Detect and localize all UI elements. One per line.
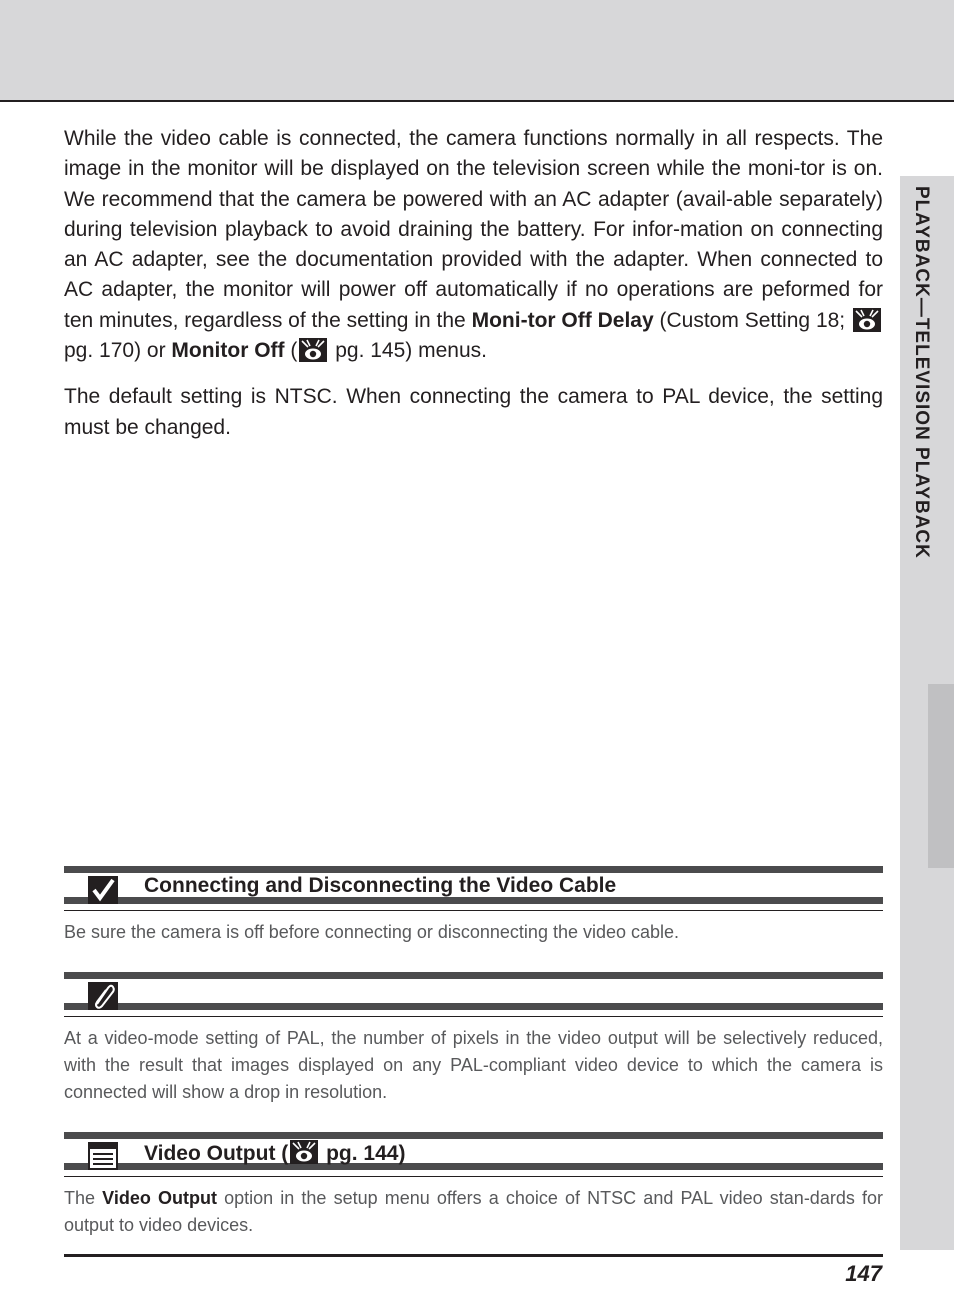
page-reference-icon	[299, 338, 327, 362]
caution-box-text: Be sure the camera is off before connecting or disconnecting the video cable.	[64, 922, 680, 942]
caution-box-title: Connecting and Disconnecting the Video Cable	[144, 874, 617, 897]
note-box-text: At a video-mode setting of PAL, the number of pixels in the video output will be selectively reduced, with the result that images displayed on any PAL-compliant video device to which the camera is connected will show a drop in resolution.	[64, 1028, 883, 1102]
paragraph-2: The default setting is NTSC. When connecting the camera to PAL device, the setting must be changed.	[64, 385, 883, 439]
divider	[64, 910, 883, 911]
divider	[64, 1176, 883, 1177]
page-reference-icon	[290, 1140, 318, 1164]
checkmark-icon	[88, 876, 118, 904]
menu-box	[64, 1132, 883, 1239]
monitor-off-label: Monitor Off	[171, 339, 285, 363]
menu-box-header	[64, 1132, 883, 1170]
caution-box-header	[64, 866, 883, 904]
main-text	[64, 124, 883, 443]
page-reference-icon	[853, 308, 881, 332]
note-box-header	[64, 972, 883, 1010]
divider	[64, 1016, 883, 1017]
paperclip-icon	[88, 982, 118, 1010]
footer-rule	[64, 1254, 883, 1257]
section-tab-label: PLAYBACK—TELEVISION PLAYBACK	[911, 186, 932, 559]
caution-box	[64, 866, 883, 946]
paragraph-1: While the video cable is connected, the camera functions normally in all respects. The image in the monitor will be displayed on the television screen while the moni-tor is on. We recommend that the camera be powered with an AC adapter (avail-able separately) during television playback to avoid draining the battery. For infor-mation on connecting an AC adapter, see the documentation provided with the adapter. When connected to AC adapter, the monitor will power off automatically if no operations are peformed for ten minutes, regardless of the setting in the Moni-tor Off Delay (Custom Setting 18; pg. 170) or Monitor Off ( pg. 145) menus.	[64, 127, 883, 363]
menu-box-title: Video Output ( pg. 144)	[144, 1142, 406, 1165]
page-number: 147	[845, 1261, 882, 1286]
note-box	[64, 972, 883, 1106]
monitor-off-delay-label: Moni-tor Off Delay	[471, 308, 654, 332]
menu-icon	[88, 1142, 118, 1170]
menu-box-text: The Video Output option in the setup menu offers a choice of NTSC and PAL video stan-dards for output to video devices.	[64, 1188, 883, 1235]
section-tab-notch	[928, 684, 954, 868]
header-band	[0, 0, 954, 102]
